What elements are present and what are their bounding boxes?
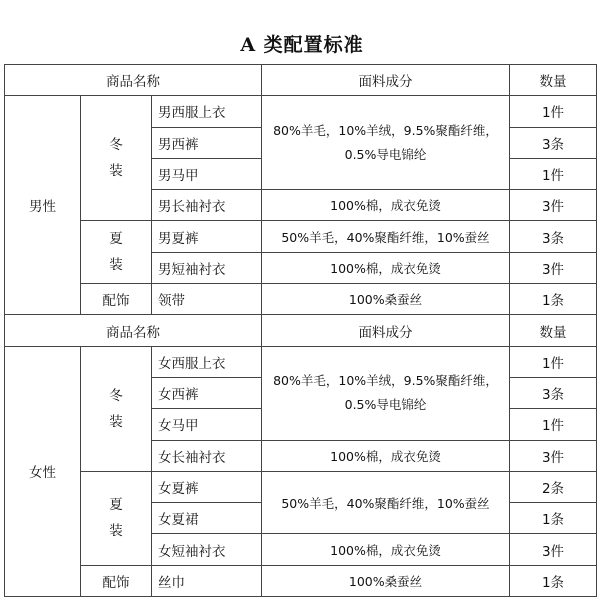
material-line-2: 0.5%导电锦纶 bbox=[344, 146, 427, 162]
material-silk: 100%桑蚕丝 bbox=[262, 284, 510, 315]
table-row bbox=[5, 96, 597, 127]
item-qty: 1条 bbox=[510, 503, 597, 534]
item-qty: 1条 bbox=[510, 284, 597, 315]
category-female-summer bbox=[81, 471, 152, 565]
item-name: 男长袖衬衣 bbox=[152, 190, 262, 221]
header-quantity: 数量 bbox=[510, 65, 597, 96]
item-name: 女夏裙 bbox=[152, 503, 262, 534]
category-label-top: 夏 bbox=[109, 497, 123, 514]
material-line-1: 80%羊毛，10%羊绒，9.5%聚酯纤维， bbox=[273, 373, 498, 389]
table-row bbox=[5, 471, 597, 502]
item-name: 女短袖衬衣 bbox=[152, 534, 262, 565]
material-cotton: 100%棉，成衣免烫 bbox=[262, 440, 510, 471]
item-qty: 3条 bbox=[510, 377, 597, 408]
header-product-name: 商品名称 bbox=[5, 65, 262, 96]
header-quantity: 数量 bbox=[510, 315, 597, 346]
category-label-bottom: 装 bbox=[109, 163, 123, 180]
category-male-accessory: 配饰 bbox=[81, 284, 152, 315]
material-summer: 50%羊毛，40%聚酯纤维，10%蚕丝 bbox=[262, 221, 510, 252]
material-wool bbox=[262, 346, 510, 440]
item-name: 男短袖衬衣 bbox=[152, 252, 262, 283]
category-label-top: 冬 bbox=[109, 387, 123, 404]
item-name: 男西裤 bbox=[152, 127, 262, 158]
item-name: 男夏裤 bbox=[152, 221, 262, 252]
item-name: 女长袖衬衣 bbox=[152, 440, 262, 471]
category-label-bottom: 装 bbox=[109, 257, 123, 274]
category-label-top: 冬 bbox=[109, 137, 123, 154]
header-material: 面料成分 bbox=[262, 65, 510, 96]
category-female-accessory: 配饰 bbox=[81, 565, 152, 596]
item-qty: 1件 bbox=[510, 346, 597, 377]
item-qty: 3条 bbox=[510, 127, 597, 158]
item-qty: 2条 bbox=[510, 471, 597, 502]
material-line-1: 80%羊毛，10%羊绒，9.5%聚酯纤维， bbox=[273, 122, 498, 138]
material-cotton: 100%棉，成衣免烫 bbox=[262, 252, 510, 283]
gender-male: 男性 bbox=[5, 96, 81, 315]
category-male-summer bbox=[81, 221, 152, 284]
item-qty: 3件 bbox=[510, 534, 597, 565]
category-label-top: 夏 bbox=[109, 231, 123, 248]
item-qty: 3件 bbox=[510, 252, 597, 283]
item-name: 领带 bbox=[152, 284, 262, 315]
material-cotton: 100%棉，成衣免烫 bbox=[262, 190, 510, 221]
category-male-winter bbox=[81, 96, 152, 221]
item-qty: 3件 bbox=[510, 190, 597, 221]
header-material: 面料成分 bbox=[262, 315, 510, 346]
item-name: 男西服上衣 bbox=[152, 96, 262, 127]
table-header-row bbox=[5, 65, 597, 96]
item-name: 男马甲 bbox=[152, 158, 262, 189]
category-label-bottom: 装 bbox=[109, 413, 123, 430]
item-name: 女夏裤 bbox=[152, 471, 262, 502]
table-header-row bbox=[5, 315, 597, 346]
item-name: 女西裤 bbox=[152, 377, 262, 408]
config-table bbox=[4, 64, 597, 597]
page-title: A 类配置标准 bbox=[240, 34, 364, 56]
item-qty: 3条 bbox=[510, 221, 597, 252]
item-qty: 1件 bbox=[510, 96, 597, 127]
material-wool bbox=[262, 96, 510, 190]
material-line-2: 0.5%导电锦纶 bbox=[344, 397, 427, 413]
item-name: 女马甲 bbox=[152, 409, 262, 440]
table-row bbox=[5, 346, 597, 377]
item-name: 女西服上衣 bbox=[152, 346, 262, 377]
category-female-winter bbox=[81, 346, 152, 471]
item-name: 丝巾 bbox=[152, 565, 262, 596]
item-qty: 1件 bbox=[510, 409, 597, 440]
material-summer: 50%羊毛，40%聚酯纤维，10%蚕丝 bbox=[262, 471, 510, 534]
gender-female: 女性 bbox=[5, 346, 81, 596]
table-row bbox=[5, 284, 597, 315]
table-row bbox=[5, 221, 597, 252]
header-product-name: 商品名称 bbox=[5, 315, 262, 346]
item-qty: 1件 bbox=[510, 158, 597, 189]
table-row bbox=[5, 565, 597, 596]
material-cotton: 100%棉，成衣免烫 bbox=[262, 534, 510, 565]
category-label-bottom: 装 bbox=[109, 523, 123, 540]
material-silk: 100%桑蚕丝 bbox=[262, 565, 510, 596]
item-qty: 3件 bbox=[510, 440, 597, 471]
item-qty: 1条 bbox=[510, 565, 597, 596]
